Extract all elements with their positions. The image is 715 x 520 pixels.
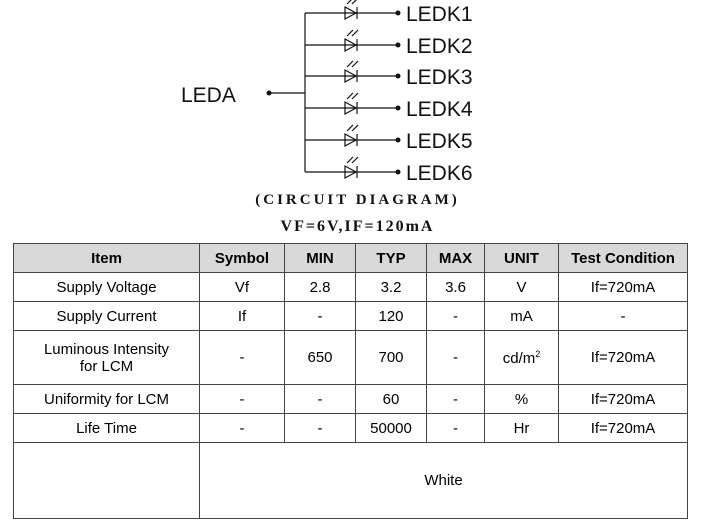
cell-unit-superscript: 2 (535, 348, 541, 359)
cell-test-condition: If=720mA (559, 385, 688, 414)
cell-unit: mA (485, 302, 559, 331)
cell-typ: 700 (356, 331, 427, 385)
cell-symbol: - (200, 385, 285, 414)
cell-item: Supply Voltage (14, 273, 200, 302)
cathode-node (396, 170, 401, 175)
cell-symbol: Vf (200, 273, 285, 302)
cell-symbol: If (200, 302, 285, 331)
cell-typ: 120 (356, 302, 427, 331)
cell-blank (14, 443, 200, 519)
cell-min: - (285, 385, 356, 414)
ledk-label: LEDK5 (406, 130, 473, 153)
cell-test-condition: If=720mA (559, 273, 688, 302)
ledk-label: LEDK1 (406, 3, 473, 26)
table-row (14, 414, 688, 443)
light-arrow (352, 0, 358, 4)
cathode-node (396, 74, 401, 79)
cell-max: - (427, 414, 485, 443)
table-row (14, 273, 688, 302)
cell-min: - (285, 302, 356, 331)
cathode-node (396, 138, 401, 143)
cell-item-line1: Luminous Intensity (43, 340, 170, 358)
cell-unit: % (485, 385, 559, 414)
cell-color-value: White (200, 443, 688, 519)
header-unit: UNIT (485, 244, 559, 273)
cell-max: - (427, 331, 485, 385)
cathode-node (396, 43, 401, 48)
cell-typ: 50000 (356, 414, 427, 443)
cell-min: 650 (285, 331, 356, 385)
table-header-row (14, 244, 688, 273)
leda-label: LEDA (181, 84, 236, 107)
cell-unit (485, 331, 559, 385)
table-row (14, 443, 688, 519)
cell-test-condition: If=720mA (559, 414, 688, 443)
cell-typ: 60 (356, 385, 427, 414)
table-row (14, 302, 688, 331)
ledk-label: LEDK4 (406, 98, 473, 121)
table-row (14, 331, 688, 385)
cell-min: - (285, 414, 356, 443)
cell-typ: 3.2 (356, 273, 427, 302)
header-max: MAX (427, 244, 485, 273)
cell-unit-base: cd/m (502, 349, 536, 367)
cell-item (14, 331, 200, 385)
cell-item: Supply Current (14, 302, 200, 331)
cathode-node (396, 11, 401, 16)
cell-item: Uniformity for LCM (14, 385, 200, 414)
header-typ: TYP (356, 244, 427, 273)
cell-symbol: - (200, 331, 285, 385)
cell-test-condition: If=720mA (559, 331, 688, 385)
ledk-label: LEDK3 (406, 66, 473, 89)
electrical-characteristics-table (13, 243, 688, 519)
header-test-condition: Test Condition (559, 244, 688, 273)
cell-max: - (427, 385, 485, 414)
cell-item: Life Time (14, 414, 200, 443)
cathode-node (396, 106, 401, 111)
cell-min: 2.8 (285, 273, 356, 302)
header-symbol: Symbol (200, 244, 285, 273)
table-row (14, 385, 688, 414)
cell-unit: V (485, 273, 559, 302)
cell-unit: Hr (485, 414, 559, 443)
led-parameters-caption: VF=6V,IF=120mA (280, 218, 435, 235)
circuit-diagram-caption: (CIRCUIT DIAGRAM) (255, 192, 460, 208)
cell-symbol: - (200, 414, 285, 443)
header-item: Item (14, 244, 200, 273)
cell-max: 3.6 (427, 273, 485, 302)
cell-max: - (427, 302, 485, 331)
ledk-label: LEDK2 (406, 35, 473, 58)
header-min: MIN (285, 244, 356, 273)
cell-test-condition: - (559, 302, 688, 331)
cell-item-line2: for LCM (79, 357, 134, 375)
ledk-label: LEDK6 (406, 162, 473, 185)
